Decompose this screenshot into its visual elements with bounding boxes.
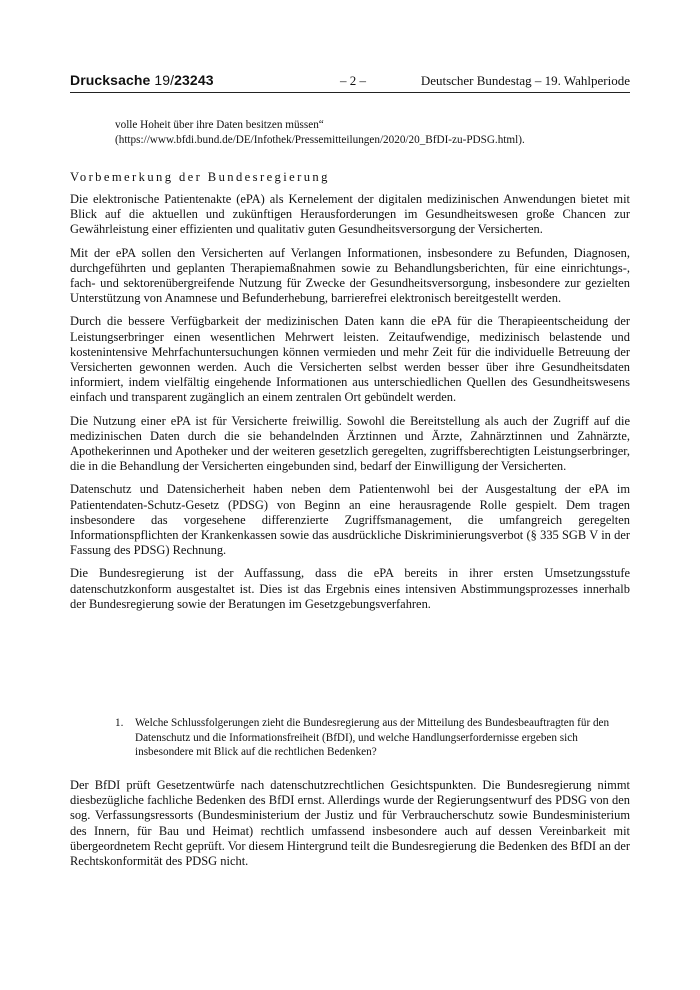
question-block bbox=[115, 716, 630, 760]
page-number: – 2 – bbox=[340, 73, 366, 88]
paragraph: Die elektronische Patientenakte (ePA) als Kernelement der digitalen medizinischen Anwendungen bietet mit Blick auf die aktuellen und zukünftigen Herausforderungen im Gesundheitswesen große Chancen zur Gewährleistung einer effizienten und qualitativ guten Gesundheitsversorgung der Versicherten. bbox=[70, 192, 630, 237]
paragraph: Die Nutzung einer ePA ist für Versicherte freiwillig. Sowohl die Bereitstellung als auch der Zugriff auf die medizinischen Daten durch die sie behandelnden Ärztinnen und Ärzte, Zahnärztinnen und Zahnärzte, Apothekerinnen und Apotheker und der weiteren gesetzlich geregelten, zugriffsberechtigten Leistungserbringer, die in die Behandlung der Versicherten eingebunden sind, bedarf der Einwilligung der Versicherten. bbox=[70, 413, 630, 474]
doc-label: Drucksache bbox=[70, 72, 151, 88]
page-header bbox=[70, 68, 630, 93]
paragraph: Mit der ePA sollen den Versicherten auf Verlangen Informationen, insbesondere zu Befunden, Diagnosen, durchgeführten und geplanten Therapiemaßnahmen sowie zu Behandlungsberichten, für eine einrichtungs-, fach- und sektorenübergreifende Nutzung für Zwecke der Gesundheitsversorgung, insbesondere zur gezielten Unterstützung von Anamnese und Befunderhebung, barrierefrei elektronisch bereitgestellt werden. bbox=[70, 245, 630, 306]
doc-number: 23243 bbox=[174, 72, 214, 88]
question-text: Welche Schlussfolgerungen zieht die Bundesregierung aus der Mitteilung des Bundesbeauftragten für den Datenschutz und die Informationsfreiheit (BfDI), und welche Handlungserfordernisse ergeben sich insbesondere mit Blick auf die rechtlichen Bedenken? bbox=[135, 717, 610, 759]
answer-block bbox=[70, 778, 630, 869]
paragraph: Die Bundesregierung ist der Auffassung, dass die ePA bereits in ihrer ersten Umsetzungsstufe datenschutzkonform ausgestaltet ist. Dies ist das Ergebnis eines intensiven Abstimmungsprozesses innerhalb der Bundesregierung sowie der Beratungen im Gesetzgebungsverfahren. bbox=[70, 566, 630, 611]
institution-name: Deutscher Bundestag – 19. Wahlperiode bbox=[420, 73, 630, 88]
section-title: Vorbemerkung der Bundesregierung bbox=[70, 170, 330, 184]
quote-continuation: volle Hoheit über ihre Daten besitzen müssen“ (https://www.bfdi.bund.de/DE/Infothek/Pressemitteilungen/2020/20_BfDI-zu-PDSG.html). bbox=[115, 119, 525, 146]
paragraph: Datenschutz und Datensicherheit haben neben dem Patientenwohl bei der Ausgestaltung der ePA im Patientendaten-Schutz-Gesetz (PDSG) von Beginn an eine herausragende Rolle gespielt. Dem tragen insbesondere das vorgesehene differenzierte Zugriffsmanagement, die umfangreich geregelten Informationspflichten der Krankenkassen sowie das ausdrückliche Diskriminierungsverbot (§ 335 SGB V in der Fassung des PDSG) Rechnung. bbox=[70, 482, 630, 558]
question-number: 1. bbox=[115, 717, 124, 729]
doc-number-prefix: 19/ bbox=[154, 72, 175, 88]
answer-text: Der BfDI prüft Gesetzentwürfe nach datenschutzrechtlichen Gesichtspunkten. Die Bundesregierung nimmt diesbezügliche fachliche Bedenken des BfDI ernst. Allerdings wurde der Regierungsentwurf des PDSG von den sog. Verfassungsressorts (Bundesministerium der Justiz und für Verbraucherschutz sowie Bundesministerium des Innern, für Bau und Heimat) rechtlich umfassend insbesondere auch auf dessen Vereinbarkeit mit übergeordnetem Recht geprüft. Vor diesem Hintergrund teilt die Bundesregierung die Bedenken des BfDI an der Rechtskonformität des PDSG nicht. bbox=[70, 778, 630, 869]
document-reference bbox=[70, 72, 214, 88]
preliminary-remarks bbox=[70, 192, 630, 620]
paragraph: Durch die bessere Verfügbarkeit der medizinischen Daten kann die ePA für die Therapieentscheidung der Leistungserbringer einen wesentlichen Mehrwert leisten. Zeitaufwendige, medizinisch belastende und kostenintensive Mehrfachuntersuchungen können vermieden und mehr Zeit für die individuelle Betreuung der Versicherten gewonnen werden. Auch die Versicherten selbst werden besser über ihre Gesundheitsdaten informiert, indem vielfältig eingehende Informationen aus unterschiedlichen Quellen des Gesundheitswesens einfach und transparent zugänglich an einem zentralen Ort gebündelt werden. bbox=[70, 314, 630, 405]
